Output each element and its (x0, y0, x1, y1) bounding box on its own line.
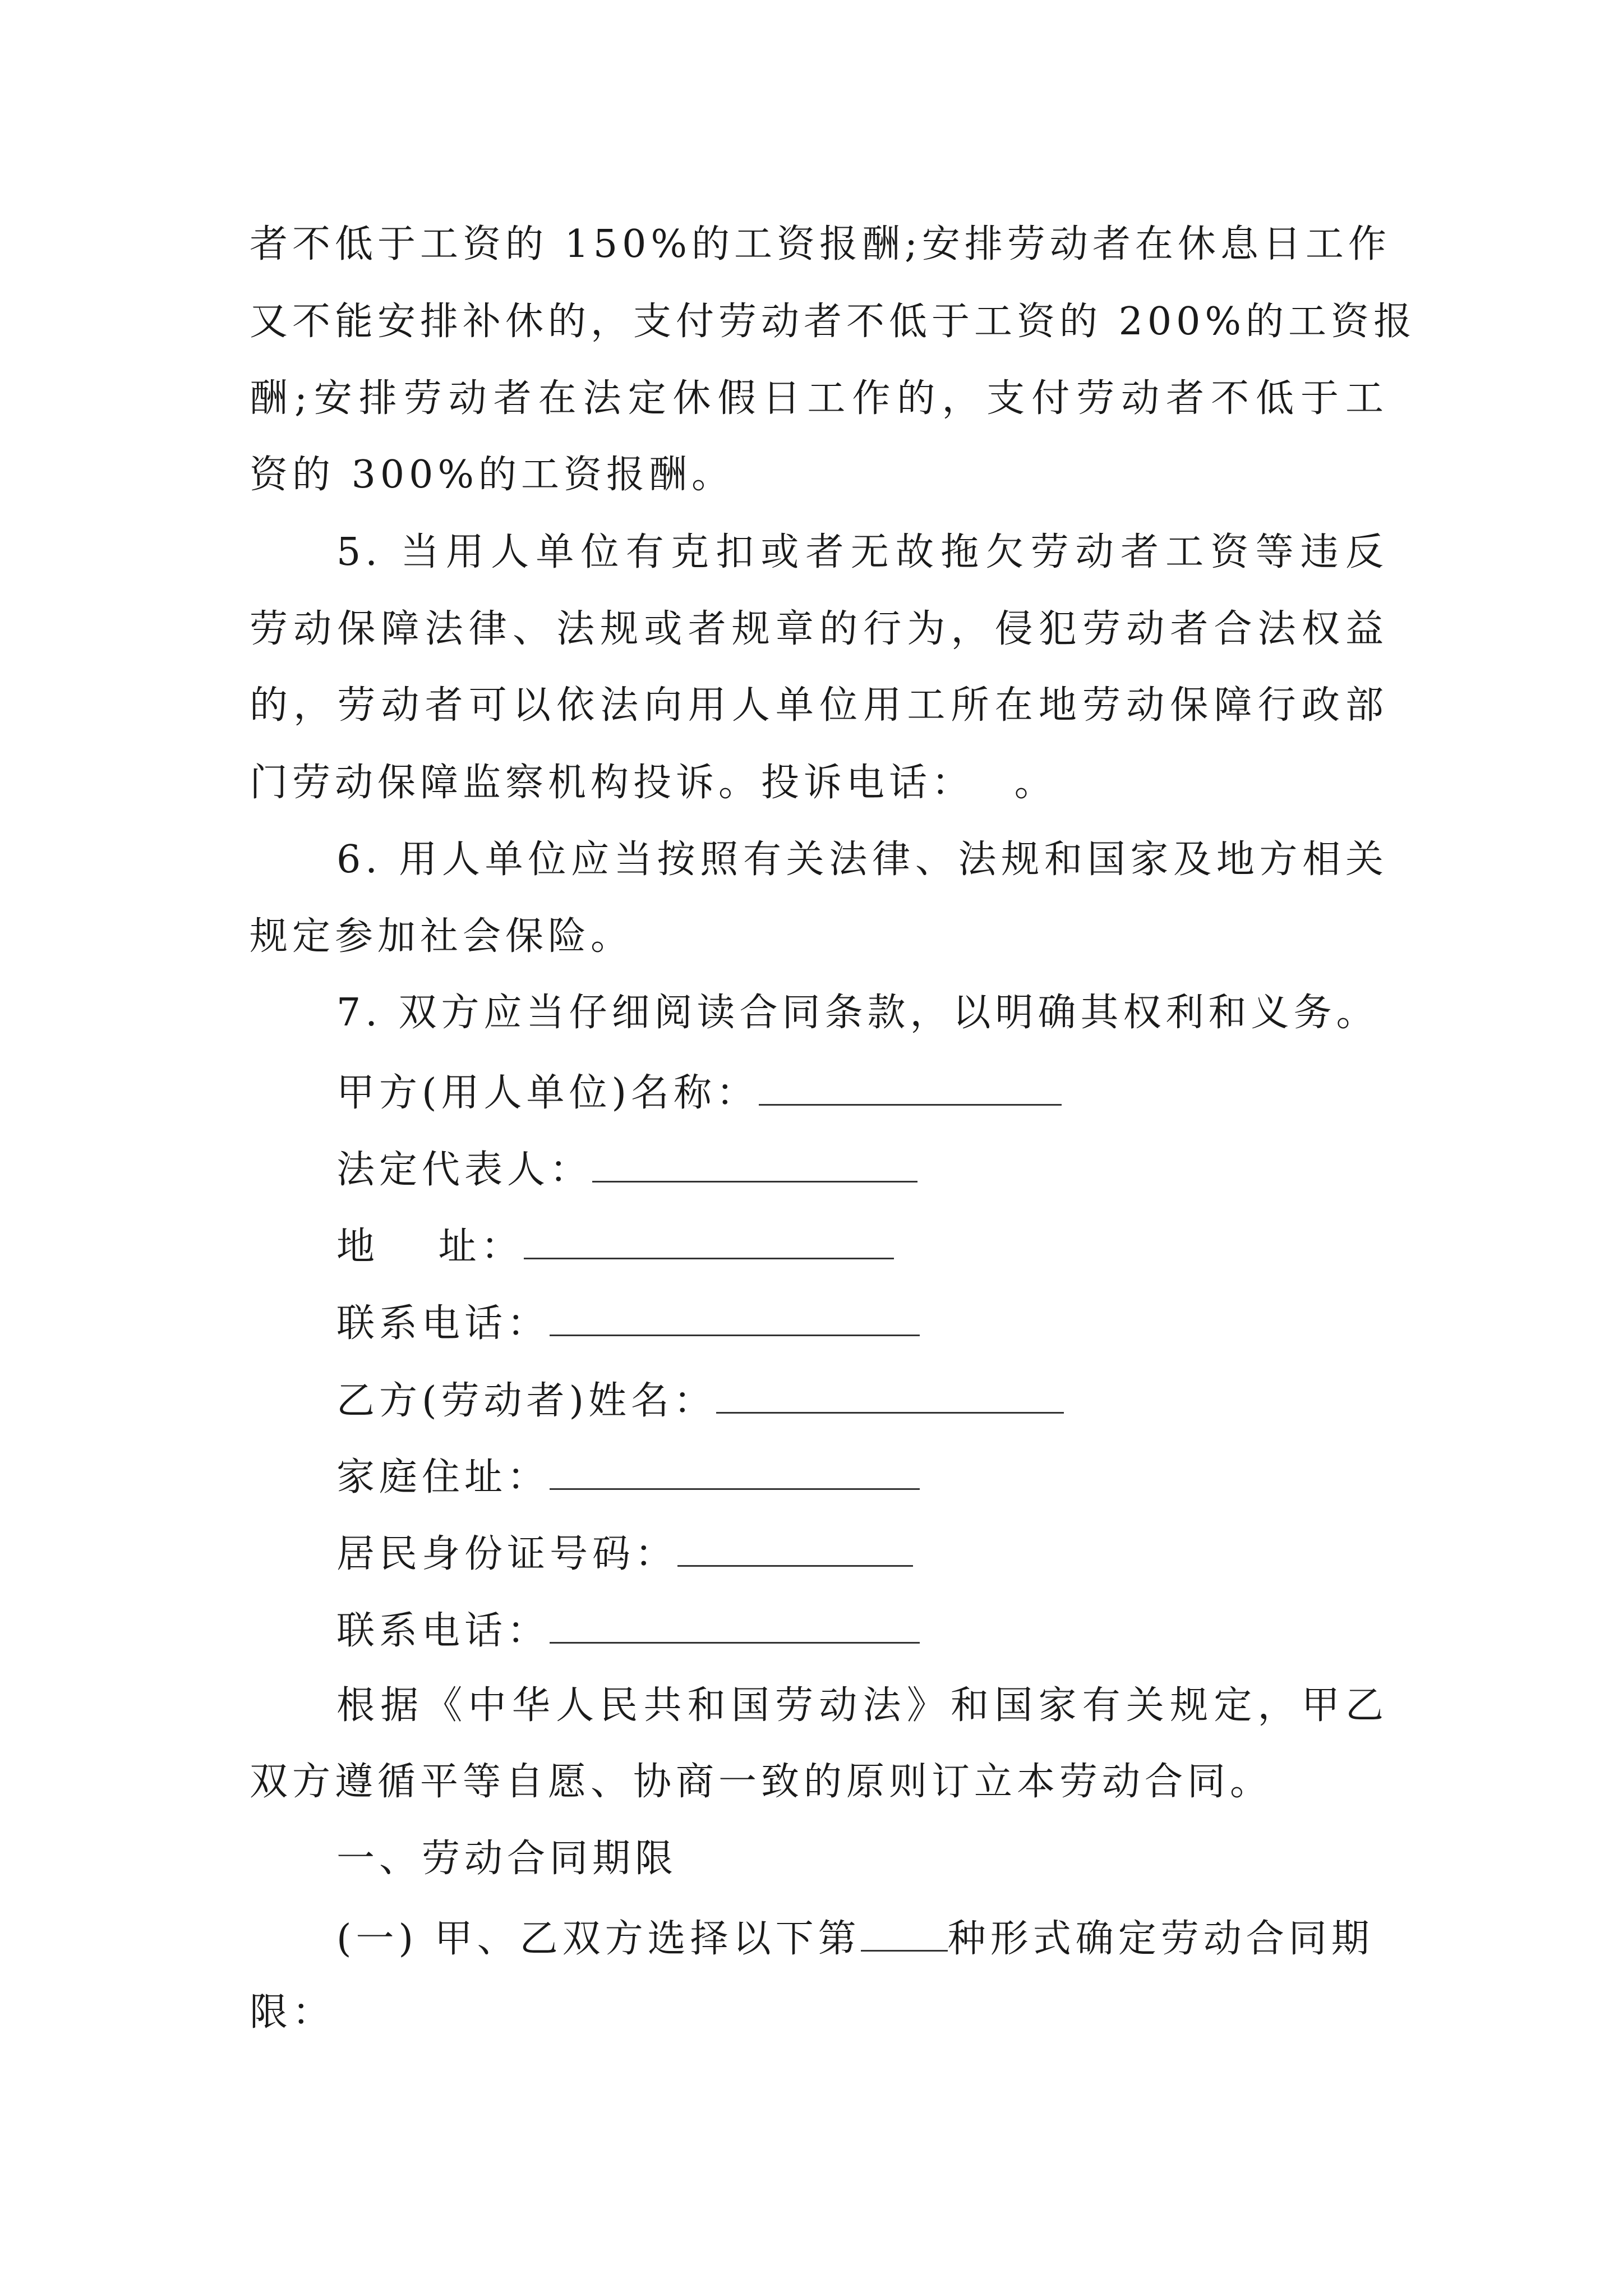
text-line: 限： (250, 1990, 335, 2035)
party-b-phone-blank[interactable] (550, 1609, 920, 1644)
text-line: 的，劳动者可以依法向用人单位用工所在地劳动保障行政部 (250, 683, 1388, 728)
home-address-field (336, 1456, 920, 1497)
legal-representative-blank[interactable] (592, 1148, 917, 1182)
sub-clause-line (336, 1917, 1388, 1961)
text-line: 规定参加社会保险。 (250, 914, 634, 959)
text-line: 门劳动保障监察机构投诉。投诉电话： 。 (250, 761, 1057, 805)
field-label: 乙方(劳动者)姓名： (336, 1379, 717, 1423)
field-label: 家庭住址： (336, 1455, 550, 1499)
text-line: 根据《中华人民共和国劳动法》和国家有关规定，甲乙 (336, 1683, 1388, 1728)
party-b-name-field (336, 1379, 1064, 1423)
party-a-phone-field (336, 1301, 920, 1346)
legal-representative-field (336, 1148, 917, 1192)
field-label: 联系电话： (336, 1609, 550, 1653)
text-line: 6. 用人单位应当按照有关法律、法规和国家及地方相关 (336, 838, 1388, 882)
party-a-name-blank[interactable] (759, 1071, 1062, 1106)
field-label: 甲方(用人单位)名称： (336, 1071, 759, 1115)
text-line: 5. 当用人单位有克扣或者无故拖欠劳动者工资等违反 (336, 530, 1388, 574)
text-line: 又不能安排补休的，支付劳动者不低于工资的 200%的工资报 (250, 300, 1417, 344)
party-a-name-field (336, 1071, 1062, 1115)
text-segment: 种形式确定劳动合同期 (947, 1917, 1374, 1961)
text-line: 双方遵循平等自愿、协商一致的原则订立本劳动合同。 (250, 1760, 1273, 1804)
field-label: 联系电话： (336, 1301, 550, 1346)
section-title: 一、劳动合同期限 (336, 1837, 678, 1881)
party-a-phone-blank[interactable] (550, 1302, 920, 1336)
text-line: 资的 300%的工资报酬。 (250, 453, 735, 497)
field-label: 居民身份证号码： (336, 1532, 678, 1576)
address-blank[interactable] (524, 1225, 894, 1259)
text-line: 劳动保障法律、法规或者规章的行为，侵犯劳动者合法权益 (250, 607, 1388, 651)
address-field (336, 1225, 894, 1269)
home-address-blank[interactable] (550, 1456, 920, 1490)
text-line: 酬;安排劳动者在法定休假日工作的，支付劳动者不低于工 (250, 376, 1388, 421)
text-line: 者不低于工资的 150%的工资报酬;安排劳动者在休息日工作 (250, 222, 1391, 266)
id-number-blank[interactable] (677, 1533, 913, 1567)
text-line: 7. 双方应当仔细阅读合同条款，以明确其权利和义务。 (336, 991, 1379, 1035)
id-number-field (336, 1532, 913, 1576)
party-b-phone-field (336, 1609, 920, 1653)
field-label: 地 址： (336, 1225, 524, 1269)
text-segment: (一) 甲、乙双方选择以下第 (336, 1917, 861, 1961)
field-label: 法定代表人： (336, 1148, 593, 1192)
party-b-name-blank[interactable] (716, 1379, 1064, 1414)
term-form-blank[interactable] (861, 1917, 948, 1952)
